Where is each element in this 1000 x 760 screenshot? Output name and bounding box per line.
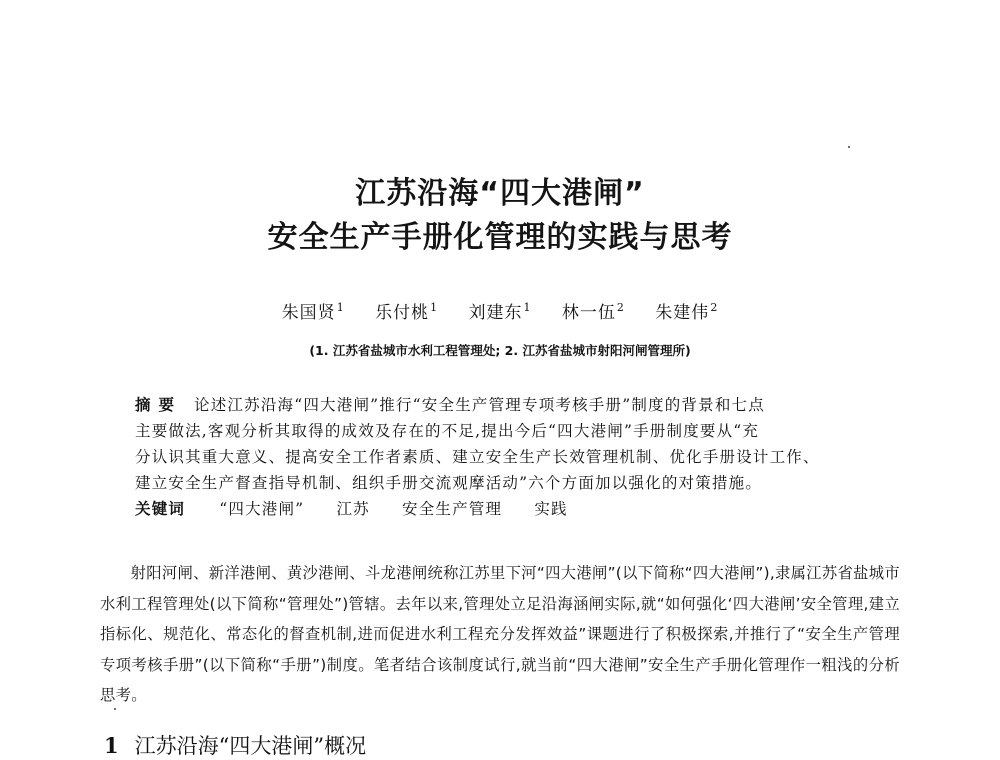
author-name: 林一伍 [561,303,616,323]
scan-speck [848,146,850,148]
paper-title-line-2: 安全生产手册化管理的实践与思考 [267,220,733,255]
author [469,303,532,323]
author [282,303,345,323]
author [562,303,625,323]
abstract-line: 建立安全生产督查指导机制、组织手册交流观摩活动”六个方面加以强化的对策措施。 [135,474,763,492]
abstract-label: 摘要 [135,396,183,414]
author-affiliation-mark: 1 [336,301,345,315]
scan-speck [114,708,116,710]
abstract [135,392,865,522]
author-name: 乐付桃 [375,303,430,323]
author-affiliation-mark: 1 [523,301,532,315]
abstract-line [135,392,865,418]
author-affiliation-mark: 2 [710,301,719,315]
affiliation: (1. 江苏省盐城市水利工程管理处; 2. 江苏省盐城市射阳河闸管理所) [309,343,691,358]
keywords-label: 关键词 [135,500,186,518]
keyword: 江苏 [336,500,370,518]
body-paragraph: 射阳河闸、新洋港闸、黄沙港闸、斗龙港闸统称江苏里下河“四大港闸”(以下简称“四大港闸”),隶属江苏省盐城市水利工程管理处(以下简称“管理处”)管辖。去年以来,管理处立足沿海涵闸实际,就“如何强化‘四大港闸’安全管理,建立指标化、规范化、常态化的督查机制,进而促进水利工程充分发挥效益”课题进行了积极探索,并推行了“安全生产管理专项考核手册”(以下简称“手册”)制度。笔者结合该制度试行,就当前“四大港闸”安全生产手册化管理作一粗浅的分析思考。 [100,564,900,704]
author-affiliation-mark: 1 [430,301,439,315]
author [655,303,718,323]
section-title: 江苏沿海“四大港闸”概况 [134,734,367,758]
abstract-line: 主要做法,客观分析其取得的成效及存在的不足,提出今后“四大港闸”手册制度要从“充 [135,422,760,440]
abstract-text: 论述江苏沿海“四大港闸”推行“安全生产管理专项考核手册”制度的背景和七点 [194,396,765,414]
keyword: 安全生产管理 [402,500,503,518]
paper-title-line-1: 江苏沿海“四大港闸” [355,176,645,211]
author-name: 朱建伟 [655,303,710,323]
author-list [0,298,1000,323]
keywords [135,496,865,522]
section-heading [104,730,366,760]
author-name: 刘建东 [468,303,523,323]
keyword: “四大港闸” [219,500,305,518]
author-affiliation-mark: 2 [616,301,625,315]
author [375,303,438,323]
abstract-line: 分认识其重大意义、提高安全工作者素质、建立安全生产长效管理机制、优化手册设计工作、 [135,448,820,466]
author-name: 朱国贤 [281,303,336,323]
section-number: 1 [104,733,119,758]
keyword: 实践 [534,500,568,518]
